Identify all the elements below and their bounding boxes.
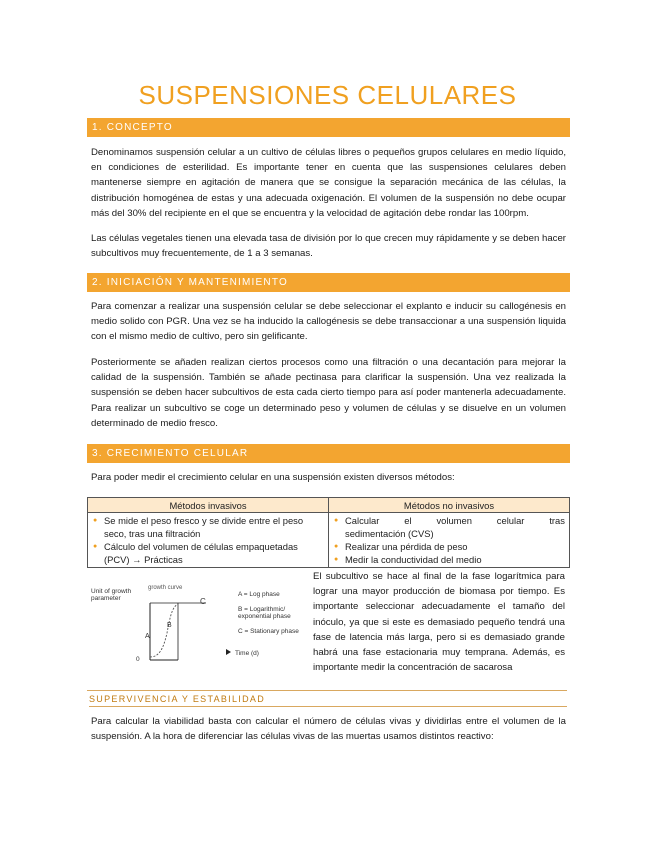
list-item: ● Cálculo del volumen de células empaquetadas (PCV) → Prácticas xyxy=(104,540,324,566)
point-b-label: B xyxy=(167,622,172,629)
point-c-label: C xyxy=(200,597,206,606)
table-header-no-invasivos: Métodos no invasivos xyxy=(329,498,570,513)
word: el xyxy=(404,515,412,526)
supervivencia-paragraph: Para calcular la viabilidad basta con calcular el número de células vivas y dividirlas entre el volumen de la suspensión. A la hora de diferenciar las células vivas de las muertas usamos distintos reactivo: xyxy=(91,716,566,743)
legend-a: A = Log phase xyxy=(238,591,280,598)
y-axis-label-line1: Unit of growth xyxy=(91,588,132,595)
legend-c: C = Stationary phase xyxy=(238,628,299,635)
section-heading-concepto: 1. CONCEPTO xyxy=(87,118,570,137)
table-header-invasivos: Métodos invasivos xyxy=(88,498,329,513)
subcultivo-text: El subcultivo se hace al final de la fase logarítmica para lograr una mayor producción de biomasa por tiempo. Es importante seleccionar adecuadamente el tamaño del inóculo, ya que si este es demasiado pequeño tendrá una fase de latencia más larga, pero si es demasiado grande habrá una fase estacionaria muy temprana. Además, es importante medir la concentración de sacarosa xyxy=(313,571,565,674)
section-heading-supervivencia: SUPERVIVENCIA Y ESTABILIDAD xyxy=(89,694,567,707)
list-item: ● Medir la conductividad del medio xyxy=(345,553,565,566)
table-cell-invasivos xyxy=(88,513,329,568)
section-heading-iniciacion: 2. INICIACIÓN Y MANTENIMIENTO xyxy=(87,273,570,292)
word: celular xyxy=(496,515,525,526)
word: tras xyxy=(549,515,565,526)
methods-table xyxy=(87,497,570,568)
word: volumen xyxy=(436,515,472,526)
page-title: SUSPENSIONES CELULARES xyxy=(138,80,517,110)
time-axis-label: Time (d) xyxy=(235,650,259,657)
play-arrow-icon xyxy=(226,649,231,655)
word: ● Calcular xyxy=(345,515,380,526)
list-item: ● Realizar una pérdida de peso xyxy=(345,540,565,553)
legend-b-line2: exponential phase xyxy=(238,613,291,620)
growth-curve xyxy=(150,604,178,657)
growth-curve-figure xyxy=(88,575,308,673)
section-heading-crecimiento: 3. CRECIMIENTO CELULAR xyxy=(87,444,570,463)
legend-b-line1: B = Logarithmic/ xyxy=(238,606,286,613)
y-axis-label-line2: parameter xyxy=(91,595,121,602)
list-item: ● Se mide el peso fresco y se divide entre el peso seco, tras una filtración xyxy=(104,514,324,540)
concepto-paragraph-1: Denominamos suspensión celular a un cultivo de células libres o pequeños grupos celulares en medio líquido, en condiciones de esterilidad. Es importante tener en cuenta que las suspensiones celulares deben mantenerse siempre en agitación de manera que se consigue la separación mecánica de las células, la distribución homogénea de estas y una adecuada oxigenación. El volumen de la suspensión no debe ocupar más del 30% del recipiente en el que se encuentra y la velocidad de agitación debe rondar las 100rpm. xyxy=(91,147,566,219)
table-cell-no-invasivos xyxy=(329,513,570,568)
point-a-label: A xyxy=(145,633,150,640)
divider xyxy=(87,690,567,691)
crecimiento-intro: Para poder medir el crecimiento celular en una suspensión existen diversos métodos: xyxy=(91,472,455,483)
list-item-continuation: sedimentación (CVS) xyxy=(345,528,434,539)
list-item xyxy=(345,514,565,540)
iniciacion-paragraph-1: Para comenzar a realizar una suspensión celular se debe seleccionar el explanto e inducir su callogénesis en medio solido con PGR. Una vez se ha inducido la callogénesis se debe transaccionar a una suspensión liquida con el mismo medio de cultivo, pero sin gelificante. xyxy=(91,301,566,343)
curve-label: growth curve xyxy=(148,585,183,591)
origin-label: 0 xyxy=(136,656,140,663)
iniciacion-paragraph-2: Posteriormente se añaden realizan ciertos procesos como una filtración o una decantación para mejorar la calidad de la suspensión. También se añade pectinasa para clarificar la suspensión. Una vez realizada la suspensión se deben hacer subcultivos de esta cada cierto tiempo para así poder mantenerla adecuadamente. Para realizar un subcultivo se coge un determinado peso y volumen de células y se disuelve en un volumen determinado de medio fresco. xyxy=(91,357,566,429)
concepto-paragraph-2: Las células vegetales tienen una elevada tasa de división por lo que crecen muy rápidamente y se deben hacer subcultivos muy frecuentemente, de 1 a 3 semanas. xyxy=(91,233,566,260)
